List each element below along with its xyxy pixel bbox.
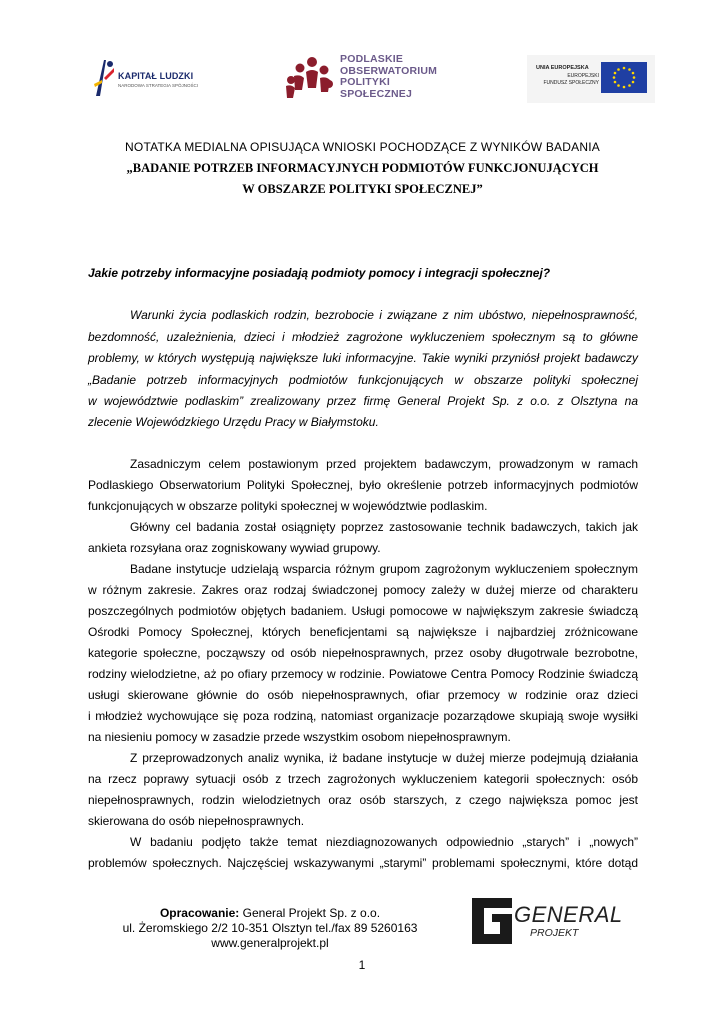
footer-label: Opracowanie: xyxy=(159,906,240,920)
body-line: ankieta rozsyłana oraz zogniskowany wywiad grupowy. xyxy=(88,541,381,555)
body-line: zlecenie Wojewódzkiego Urzędu Pracy w Białymstoku. xyxy=(88,415,379,429)
body-line: Z przeprowadzonych analiz wynika, iż badane instytucje w dużej mierze podejmują działania xyxy=(130,751,638,765)
footer-website: www.generalprojekt.pl xyxy=(211,936,329,950)
body-line: usługi skierowane głównie do osób niepełnosprawnych, ofiar przemocy w rodzinie oraz dzieci xyxy=(88,688,638,702)
pop-line-4: SPOŁECZNEJ xyxy=(340,87,413,100)
general-projekt-sub: PROJEKT xyxy=(530,927,579,939)
footer-credit xyxy=(120,906,420,920)
general-projekt-emblem-icon xyxy=(470,896,514,946)
page-number: 1 xyxy=(358,958,366,972)
body-line: na niesieniu pomocy w zasadzie przede wszystkim osobom niepełnosprawnym. xyxy=(88,730,511,744)
body-line: i młodzież wychowujące się poza rodziną, natomiast organizacje pozarządowe skupiają swoje wysiłki xyxy=(88,709,638,723)
footer-address: ul. Żeromskiego 2/2 10-351 Olsztyn tel./fax 89 5260163 xyxy=(122,921,418,935)
body-line: Podlaskiego Obserwatorium Polityki Społecznej, było określenie potrzeb informacyjnych podmiotów xyxy=(88,478,638,492)
general-projekt-name: GENERAL xyxy=(514,902,623,927)
body-line: problemów społecznych. Najczęściej wskazywanymi „starymi” problemami społecznymi, które dotąd xyxy=(88,856,638,870)
body-line: niepełnosprawnych, rodzin wielodzietnych oraz osób starszych, z czego największa pomoc jest xyxy=(88,793,638,807)
body-line: w województwie podlaskim” zrealizowany przez firmę General Projekt Sp. z o.o. z Olsztyna na xyxy=(88,394,638,408)
pop-line-1: PODLASKIE xyxy=(340,53,404,65)
kapital-ludzki-name: KAPITAŁ LUDZKI xyxy=(118,71,194,81)
kapital-ludzki-emblem-icon xyxy=(92,58,116,98)
kapital-ludzki-logo xyxy=(92,58,212,100)
general-projekt-logo xyxy=(470,895,630,947)
eu-logo xyxy=(527,55,655,103)
kapital-ludzki-subtitle: NARODOWA STRATEGIA SPÓJNOŚCI xyxy=(118,83,199,88)
podlaskie-obserwatorium-logo xyxy=(282,52,457,107)
body-line: problemy, w których występują największe luki informacyjne. Takie wyniki przyniósł projekt badawczy xyxy=(88,351,638,365)
body-line: Ośrodki Pomocy Społecznej, których beneficjentami są największe i najbardziej zróżnicowane xyxy=(88,625,638,639)
body-line: funkcjonujących w obszarze polityki społecznej w województwie podlaskim. xyxy=(88,499,488,513)
body-line: skierowana do osób niepełnosprawnych. xyxy=(88,814,305,828)
body-line: Warunki życia podlaskich rodzin, bezrobocie i związane z nim ubóstwo, niepełnosprawność, xyxy=(130,308,638,322)
eu-union-label: UNIA EUROPEJSKA xyxy=(536,65,589,71)
body-line: Główny cel badania został osiągnięty poprzez zastosowanie technik badawczych, takich jak xyxy=(130,520,638,534)
people-group-icon xyxy=(282,54,338,104)
body-line: poszczególnych podmiotów objętych badaniem. Usługi pomocowe w największym zakresie świadczą xyxy=(88,604,638,618)
body-line: „Badanie potrzeb informacyjnych podmiotów funkcjonujących w obszarze polityki społecznej xyxy=(88,373,638,387)
section-heading: Jakie potrzeby informacyjne posiadają podmioty pomocy i integracji społecznej? xyxy=(88,266,551,280)
pop-line-3: POLITYKI xyxy=(340,76,391,88)
body-line: Zasadniczym celem postawionym przed projektem badawczym, prowadzonym w ramach xyxy=(130,457,638,471)
title-line-2: „BADANIE POTRZEB INFORMACYJNYCH PODMIOTÓW FUNKCJONUJĄCYCH xyxy=(126,161,599,175)
eu-fund-label-1: EUROPEJSKI xyxy=(567,73,599,79)
title-line-3: W OBSZARZE POLITYKI SPOŁECZNEJ” xyxy=(242,182,483,196)
title-line-1: NOTATKA MEDIALNA OPISUJĄCA WNIOSKI POCHODZĄCE Z WYNIKÓW BADANIA xyxy=(125,140,600,154)
body-line: w różnym zakresie. Zakres oraz rodzaj świadczonej pomocy zależy w dużej mierze od charakteru xyxy=(88,583,638,597)
pop-line-2: OBSERWATORIUM xyxy=(340,64,438,77)
body-line: W badaniu podjęto także temat niezdiagnozowanych odpowiednio „starych” i „nowych” xyxy=(130,835,638,849)
footer-company: General Projekt Sp. z o.o. xyxy=(239,906,381,920)
body-line: na rzecz poprawy sytuacji osób z trzech zagrożonych wykluczeniem kategorii społecznych: osób xyxy=(88,772,638,786)
eu-fund-label-2: FUNDUSZ SPOŁECZNY xyxy=(543,80,599,86)
body-line: rodziny wielodzietne, aż po ofiary przemocy w rodzinie. Powiatowe Centra Pomocy Rodzinie świadczą xyxy=(88,667,638,681)
body-line: Badane instytucje udzielają wsparcia różnym grupom zagrożonym wykluczeniem społecznym xyxy=(130,562,638,576)
body-line: kategorie społeczne, począwszy od osób niepełnosprawnych, przez osoby długotrwale bezrobotne, xyxy=(88,646,638,660)
eu-flag-icon xyxy=(601,62,647,93)
body-line: bezdomność, uzależnienia, dzieci i młodzież zagrożone wykluczeniem społecznym są to główne xyxy=(88,330,638,344)
